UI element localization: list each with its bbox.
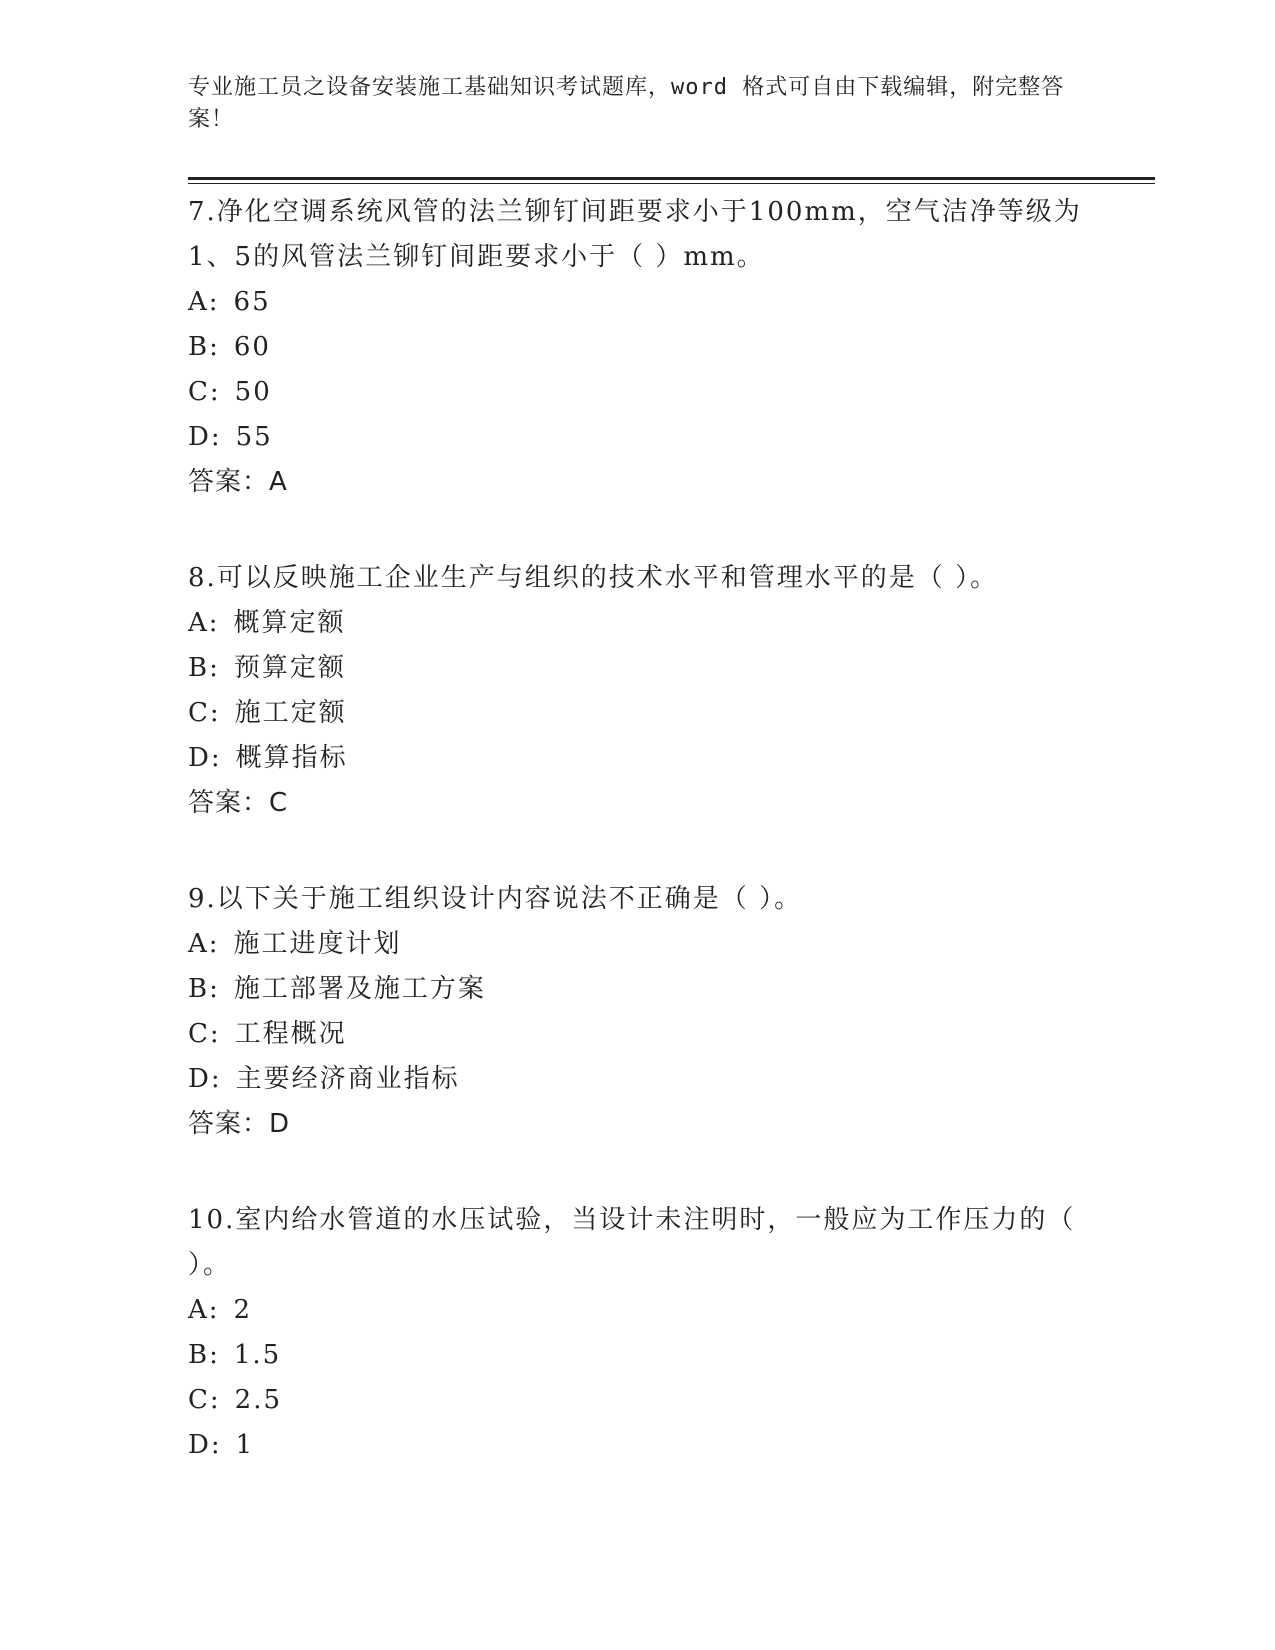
option-label: A: — [188, 287, 220, 317]
header-divider-thin — [188, 183, 1155, 184]
option-b — [188, 646, 1088, 691]
option-label: C: — [188, 377, 221, 407]
option-value: 施工部署及施工方案 — [233, 974, 486, 1004]
option-value: 1 — [235, 1430, 255, 1460]
question-10 — [188, 1198, 1088, 1468]
question-text: 7.净化空调系统风管的法兰铆钉间距要求小于100mm，空气洁净等级为1、5的风管法兰铆钉间距要求小于（ ）mm。 — [188, 197, 1082, 272]
option-d — [188, 1057, 1088, 1102]
option-b — [188, 967, 1088, 1012]
question-text: 9.以下关于施工组织设计内容说法不正确是（ ）。 — [188, 884, 803, 914]
option-label: C: — [188, 698, 221, 728]
option-c — [188, 691, 1088, 736]
option-label: B: — [188, 1340, 220, 1370]
option-label: B: — [188, 653, 220, 683]
option-d — [188, 1423, 1088, 1468]
document-header: 专业施工员之设备安装施工基础知识考试题库，word 格式可自由下载编辑，附完整答案！ — [188, 75, 1065, 132]
option-a — [188, 1288, 1088, 1333]
option-label: C: — [188, 1385, 221, 1415]
question-8 — [188, 556, 1088, 826]
option-label: D: — [188, 422, 222, 452]
option-value: 2 — [233, 1295, 253, 1325]
option-value: 概算定额 — [233, 608, 346, 638]
option-value: 预算定额 — [233, 653, 346, 683]
option-b — [188, 1333, 1088, 1378]
option-label: A: — [188, 929, 220, 959]
option-d — [188, 736, 1088, 781]
option-c — [188, 1378, 1088, 1423]
question-text: 10.室内给水管道的水压试验，当设计未注明时，一般应为工作压力的（ ）。 — [188, 1205, 1076, 1280]
option-value: 概算指标 — [235, 743, 348, 773]
question-list — [188, 190, 1088, 1519]
option-value: 1.5 — [233, 1340, 282, 1370]
answer: 答案：A — [188, 467, 288, 497]
option-value: 主要经济商业指标 — [235, 1064, 460, 1094]
option-a — [188, 280, 1088, 325]
answer: 答案：D — [188, 1109, 291, 1139]
question-text: 8.可以反映施工企业生产与组织的技术水平和管理水平的是（ ）。 — [188, 563, 999, 593]
option-label: D: — [188, 1064, 222, 1094]
question-7 — [188, 190, 1088, 505]
option-label: A: — [188, 608, 220, 638]
option-d — [188, 415, 1088, 460]
option-c — [188, 1012, 1088, 1057]
option-value: 工程概况 — [234, 1019, 347, 1049]
option-value: 50 — [234, 377, 272, 407]
option-value: 55 — [235, 422, 273, 452]
option-label: B: — [188, 974, 220, 1004]
option-value: 60 — [233, 332, 271, 362]
option-value: 施工进度计划 — [233, 929, 402, 959]
option-label: B: — [188, 332, 220, 362]
option-value: 2.5 — [234, 1385, 283, 1415]
option-value: 65 — [233, 287, 271, 317]
option-label: D: — [188, 1430, 222, 1460]
option-label: C: — [188, 1019, 221, 1049]
option-label: A: — [188, 1295, 220, 1325]
option-b — [188, 325, 1088, 370]
option-value: 施工定额 — [234, 698, 347, 728]
question-9 — [188, 877, 1088, 1147]
header-divider-thick — [188, 177, 1155, 180]
option-c — [188, 370, 1088, 415]
option-label: D: — [188, 743, 222, 773]
option-a — [188, 601, 1088, 646]
option-a — [188, 922, 1088, 967]
answer: 答案：C — [188, 788, 289, 818]
